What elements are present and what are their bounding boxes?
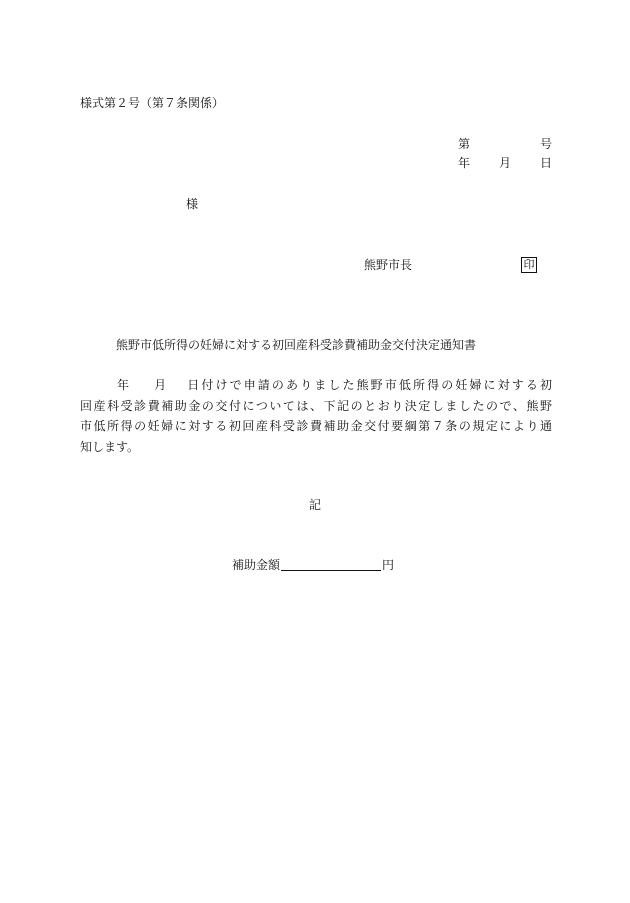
ki-heading: 記: [309, 498, 322, 512]
subsidy-amount-unit: 円: [382, 558, 395, 572]
document-title: 熊野市低所得の妊婦に対する初回産科受診費補助金交付決定通知書: [116, 338, 477, 352]
document-number-row: [458, 138, 552, 150]
body-paragraph: [80, 375, 552, 457]
issue-date-row: [458, 157, 552, 169]
subsidy-amount-label: 補助金額: [232, 558, 281, 572]
body-line-1: [80, 375, 552, 396]
body-month-label: 月: [154, 378, 169, 392]
addressee-honorific: 様: [186, 197, 199, 211]
document-number-suffix: 号: [539, 137, 552, 151]
date-month-label: 月: [498, 156, 511, 170]
subsidy-amount-row: [232, 558, 394, 571]
body-line-2: 回産科受診費補助金の交付については、下記のとおり決定しましたので、熊野: [80, 398, 552, 413]
sender-name: 熊野市長: [364, 258, 413, 272]
date-year-label: 年: [458, 156, 471, 170]
date-day-label: 日: [539, 156, 552, 170]
seal-mark: 印: [521, 257, 537, 273]
form-number: 様式第２号（第７条関係）: [80, 96, 225, 110]
body-line-3: 市低所得の妊婦に対する初回産科受診費補助金交付要綱第７条の規定により通: [80, 419, 552, 433]
document-number-prefix: 第: [458, 137, 471, 151]
body-line-4: 知します。: [80, 439, 140, 454]
body-line-1-text: 日付けで申請のありました熊野市低所得の妊婦に対する初: [187, 378, 552, 392]
subsidy-amount-blank: [281, 558, 381, 571]
body-year-label: 年: [117, 378, 132, 392]
